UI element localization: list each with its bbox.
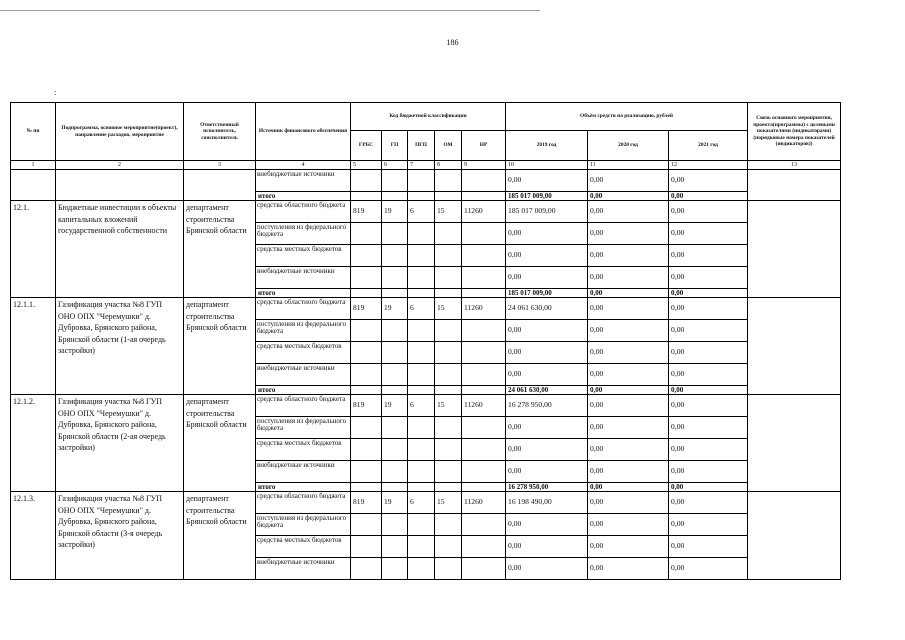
item-name: Газификация участка №8 ГУП ОНО ОПХ "Черемушки" д. Дубровка, Брянского района, Брянской области (3-я очередь застройки) — [56, 492, 184, 580]
code-nr: 11260 — [462, 201, 506, 223]
value-2020: 0,00 — [588, 342, 669, 364]
header-code-om: ОМ — [435, 131, 462, 161]
source-extra: внебюджетные источники — [256, 364, 351, 386]
cell-empty — [184, 170, 256, 201]
value-2020: 0,00 — [588, 201, 669, 223]
source-total: итого — [256, 289, 351, 298]
table-row — [11, 170, 841, 192]
total-2020: 0,00 — [588, 192, 669, 201]
page-number: 186 — [446, 38, 459, 47]
value-2020: 0,00 — [588, 245, 669, 267]
code-nr: 11260 — [462, 298, 506, 320]
value-2021: 0,00 — [669, 223, 748, 245]
item-number: 12.1.2. — [11, 395, 56, 492]
total-2021: 0,00 — [669, 192, 748, 201]
value-2020: 0,00 — [588, 417, 669, 439]
col-number: 9 — [462, 161, 506, 170]
value-2020: 0,00 — [588, 439, 669, 461]
header-codes-group: Код бюджетной классификации — [351, 103, 506, 131]
scan-edge-line — [0, 10, 540, 11]
col-number: 12 — [669, 161, 748, 170]
source-extra: внебюджетные источники — [256, 558, 351, 580]
source-local: средства местных бюджетов — [256, 439, 351, 461]
value-2020: 0,00 — [588, 558, 669, 580]
value-2019: 185 017 009,00 — [506, 201, 588, 223]
header-code-pgp: ПГП — [408, 131, 435, 161]
header-responsible: Ответственный исполнитель, соисполнитель — [184, 103, 256, 161]
value-2019: 0,00 — [506, 417, 588, 439]
cell-empty — [56, 170, 184, 201]
value-2021: 0,00 — [669, 320, 748, 342]
item-responsible: департамент строительства Брянской области — [184, 298, 256, 395]
value-2020: 0,00 — [588, 461, 669, 483]
code-om: 15 — [435, 492, 462, 514]
col-number: 7 — [408, 161, 435, 170]
header-num: № пп — [11, 103, 56, 161]
source-extra: внебюджетные источники — [256, 267, 351, 289]
value-2021: 0,00 — [669, 417, 748, 439]
value-2020: 0,00 — [588, 267, 669, 289]
header-year-2020: 2020 год — [588, 131, 669, 161]
source-total: итого — [256, 386, 351, 395]
value-2021: 0,00 — [669, 461, 748, 483]
value-2020: 0,00 — [588, 320, 669, 342]
value-2020: 0,00 — [588, 364, 669, 386]
value-2019: 0,00 — [506, 558, 588, 580]
source-regional: средства областного бюджета — [256, 395, 351, 417]
table-row — [11, 395, 841, 417]
header-volumes-group: Объём средств на реализацию, рублей — [506, 103, 748, 131]
value-2021: 0,00 — [669, 395, 748, 417]
value-2019: 0,00 — [506, 223, 588, 245]
col-number: 1 — [11, 161, 56, 170]
value-2019: 0,00 — [506, 364, 588, 386]
code-gp: 19 — [382, 298, 408, 320]
value-2021: 0,00 — [669, 439, 748, 461]
source-regional: средства областного бюджета — [256, 201, 351, 223]
total-2020: 0,00 — [588, 289, 669, 298]
col-number: 4 — [256, 161, 351, 170]
value-2021: 0,00 — [669, 342, 748, 364]
item-responsible: департамент строительства Брянской области — [184, 201, 256, 298]
header-code-grbs: ГРБС — [351, 131, 382, 161]
value-2020: 0,00 — [588, 395, 669, 417]
value-2019: 0,00 — [506, 170, 588, 192]
total-2021: 0,00 — [669, 289, 748, 298]
value-2019: 0,00 — [506, 514, 588, 536]
header-source: Источник финансового обеспечения — [256, 103, 351, 161]
col-number: 10 — [506, 161, 588, 170]
col-number: 13 — [748, 161, 841, 170]
value-2019: 16 198 490,00 — [506, 492, 588, 514]
value-2021: 0,00 — [669, 364, 748, 386]
value-2020: 0,00 — [588, 298, 669, 320]
code-gp: 19 — [382, 395, 408, 417]
header-code-gp: ГП — [382, 131, 408, 161]
source-federal: поступления из федерального бюджета — [256, 514, 351, 536]
value-2019: 0,00 — [506, 439, 588, 461]
table-row — [11, 201, 841, 223]
item-name: Газификация участка №8 ГУП ОНО ОПХ "Черемушки" д. Дубровка, Брянского района, Брянской области (2-ая очередь застройки) — [56, 395, 184, 492]
source-federal: поступления из федерального бюджета — [256, 223, 351, 245]
value-2021: 0,00 — [669, 170, 748, 192]
value-2020: 0,00 — [588, 492, 669, 514]
code-grbs: 819 — [351, 492, 382, 514]
header-year-2021: 2021 год — [669, 131, 748, 161]
col-number: 3 — [184, 161, 256, 170]
code-gp: 19 — [382, 201, 408, 223]
budget-table — [10, 102, 841, 580]
value-2021: 0,00 — [669, 536, 748, 558]
total-2019: 16 278 950,00 — [506, 483, 588, 492]
source-regional: средства областного бюджета — [256, 492, 351, 514]
col-number: 8 — [435, 161, 462, 170]
code-om: 15 — [435, 395, 462, 417]
source-local: средства местных бюджетов — [256, 245, 351, 267]
item-number: 12.1.1. — [11, 298, 56, 395]
code-om: 15 — [435, 298, 462, 320]
col-number: 5 — [351, 161, 382, 170]
code-om: 15 — [435, 201, 462, 223]
source-federal: поступления из федерального бюджета — [256, 320, 351, 342]
cell-empty — [11, 170, 56, 201]
code-grbs: 819 — [351, 201, 382, 223]
code-pgp: 6 — [408, 201, 435, 223]
code-grbs: 819 — [351, 395, 382, 417]
table-row — [11, 298, 841, 320]
code-pgp: 6 — [408, 298, 435, 320]
value-2021: 0,00 — [669, 245, 748, 267]
column-number-row — [11, 161, 841, 170]
col-number: 2 — [56, 161, 184, 170]
total-2019: 185 017 009,00 — [506, 289, 588, 298]
value-2019: 0,00 — [506, 267, 588, 289]
value-2019: 0,00 — [506, 536, 588, 558]
item-responsible: департамент строительства Брянской области — [184, 395, 256, 492]
header-link: Связь основного мероприятия, проекта(программы) с целевыми показателями (индикаторами) (порядковые номера показателей (индикаторов)) — [748, 103, 841, 161]
value-2021: 0,00 — [669, 298, 748, 320]
source-federal: поступления из федерального бюджета — [256, 417, 351, 439]
header-row-1 — [11, 103, 841, 131]
total-2021: 0,00 — [669, 386, 748, 395]
source-extra: внебюджетные источники — [256, 461, 351, 483]
value-2019: 0,00 — [506, 461, 588, 483]
value-2020: 0,00 — [588, 170, 669, 192]
value-2019: 0,00 — [506, 245, 588, 267]
value-2021: 0,00 — [669, 514, 748, 536]
total-2020: 0,00 — [588, 386, 669, 395]
header-year-2019: 2019 год — [506, 131, 588, 161]
item-number: 12.1.3. — [11, 492, 56, 580]
total-2021: 0,00 — [669, 483, 748, 492]
code-gp: 19 — [382, 492, 408, 514]
source-local: средства местных бюджетов — [256, 536, 351, 558]
stray-mark: : — [54, 88, 57, 97]
code-pgp: 6 — [408, 492, 435, 514]
source-total: итого — [256, 483, 351, 492]
value-2021: 0,00 — [669, 558, 748, 580]
header-subprogram: Подпрограмма, основное мероприятие(проект), направление расходов, мероприятие — [56, 103, 184, 161]
header-code-nr: НР — [462, 131, 506, 161]
value-2020: 0,00 — [588, 514, 669, 536]
total-2020: 0,00 — [588, 483, 669, 492]
value-2019: 0,00 — [506, 320, 588, 342]
col-number: 11 — [588, 161, 669, 170]
table-row — [11, 492, 841, 514]
item-responsible: департамент строительства Брянской области — [184, 492, 256, 580]
col-number: 6 — [382, 161, 408, 170]
total-2019: 185 017 009,00 — [506, 192, 588, 201]
value-2019: 24 061 630,00 — [506, 298, 588, 320]
value-2020: 0,00 — [588, 536, 669, 558]
value-2019: 0,00 — [506, 342, 588, 364]
code-nr: 11260 — [462, 492, 506, 514]
total-2019: 24 061 630,00 — [506, 386, 588, 395]
source-total: итого — [256, 192, 351, 201]
source-extra: внебюджетные источники — [256, 170, 351, 192]
value-2019: 16 278 950,00 — [506, 395, 588, 417]
source-local: средства местных бюджетов — [256, 342, 351, 364]
value-2020: 0,00 — [588, 223, 669, 245]
value-2021: 0,00 — [669, 201, 748, 223]
code-grbs: 819 — [351, 298, 382, 320]
code-nr: 11260 — [462, 395, 506, 417]
code-pgp: 6 — [408, 395, 435, 417]
item-name: Газификация участка №8 ГУП ОНО ОПХ "Черемушки" д. Дубровка, Брянского района, Брянской области (1-ая очередь застройки) — [56, 298, 184, 395]
item-name: Бюджетные инвестиции в объекты капитальных вложений государственной собственности — [56, 201, 184, 298]
value-2021: 0,00 — [669, 267, 748, 289]
item-number: 12.1. — [11, 201, 56, 298]
source-regional: средства областного бюджета — [256, 298, 351, 320]
value-2021: 0,00 — [669, 492, 748, 514]
